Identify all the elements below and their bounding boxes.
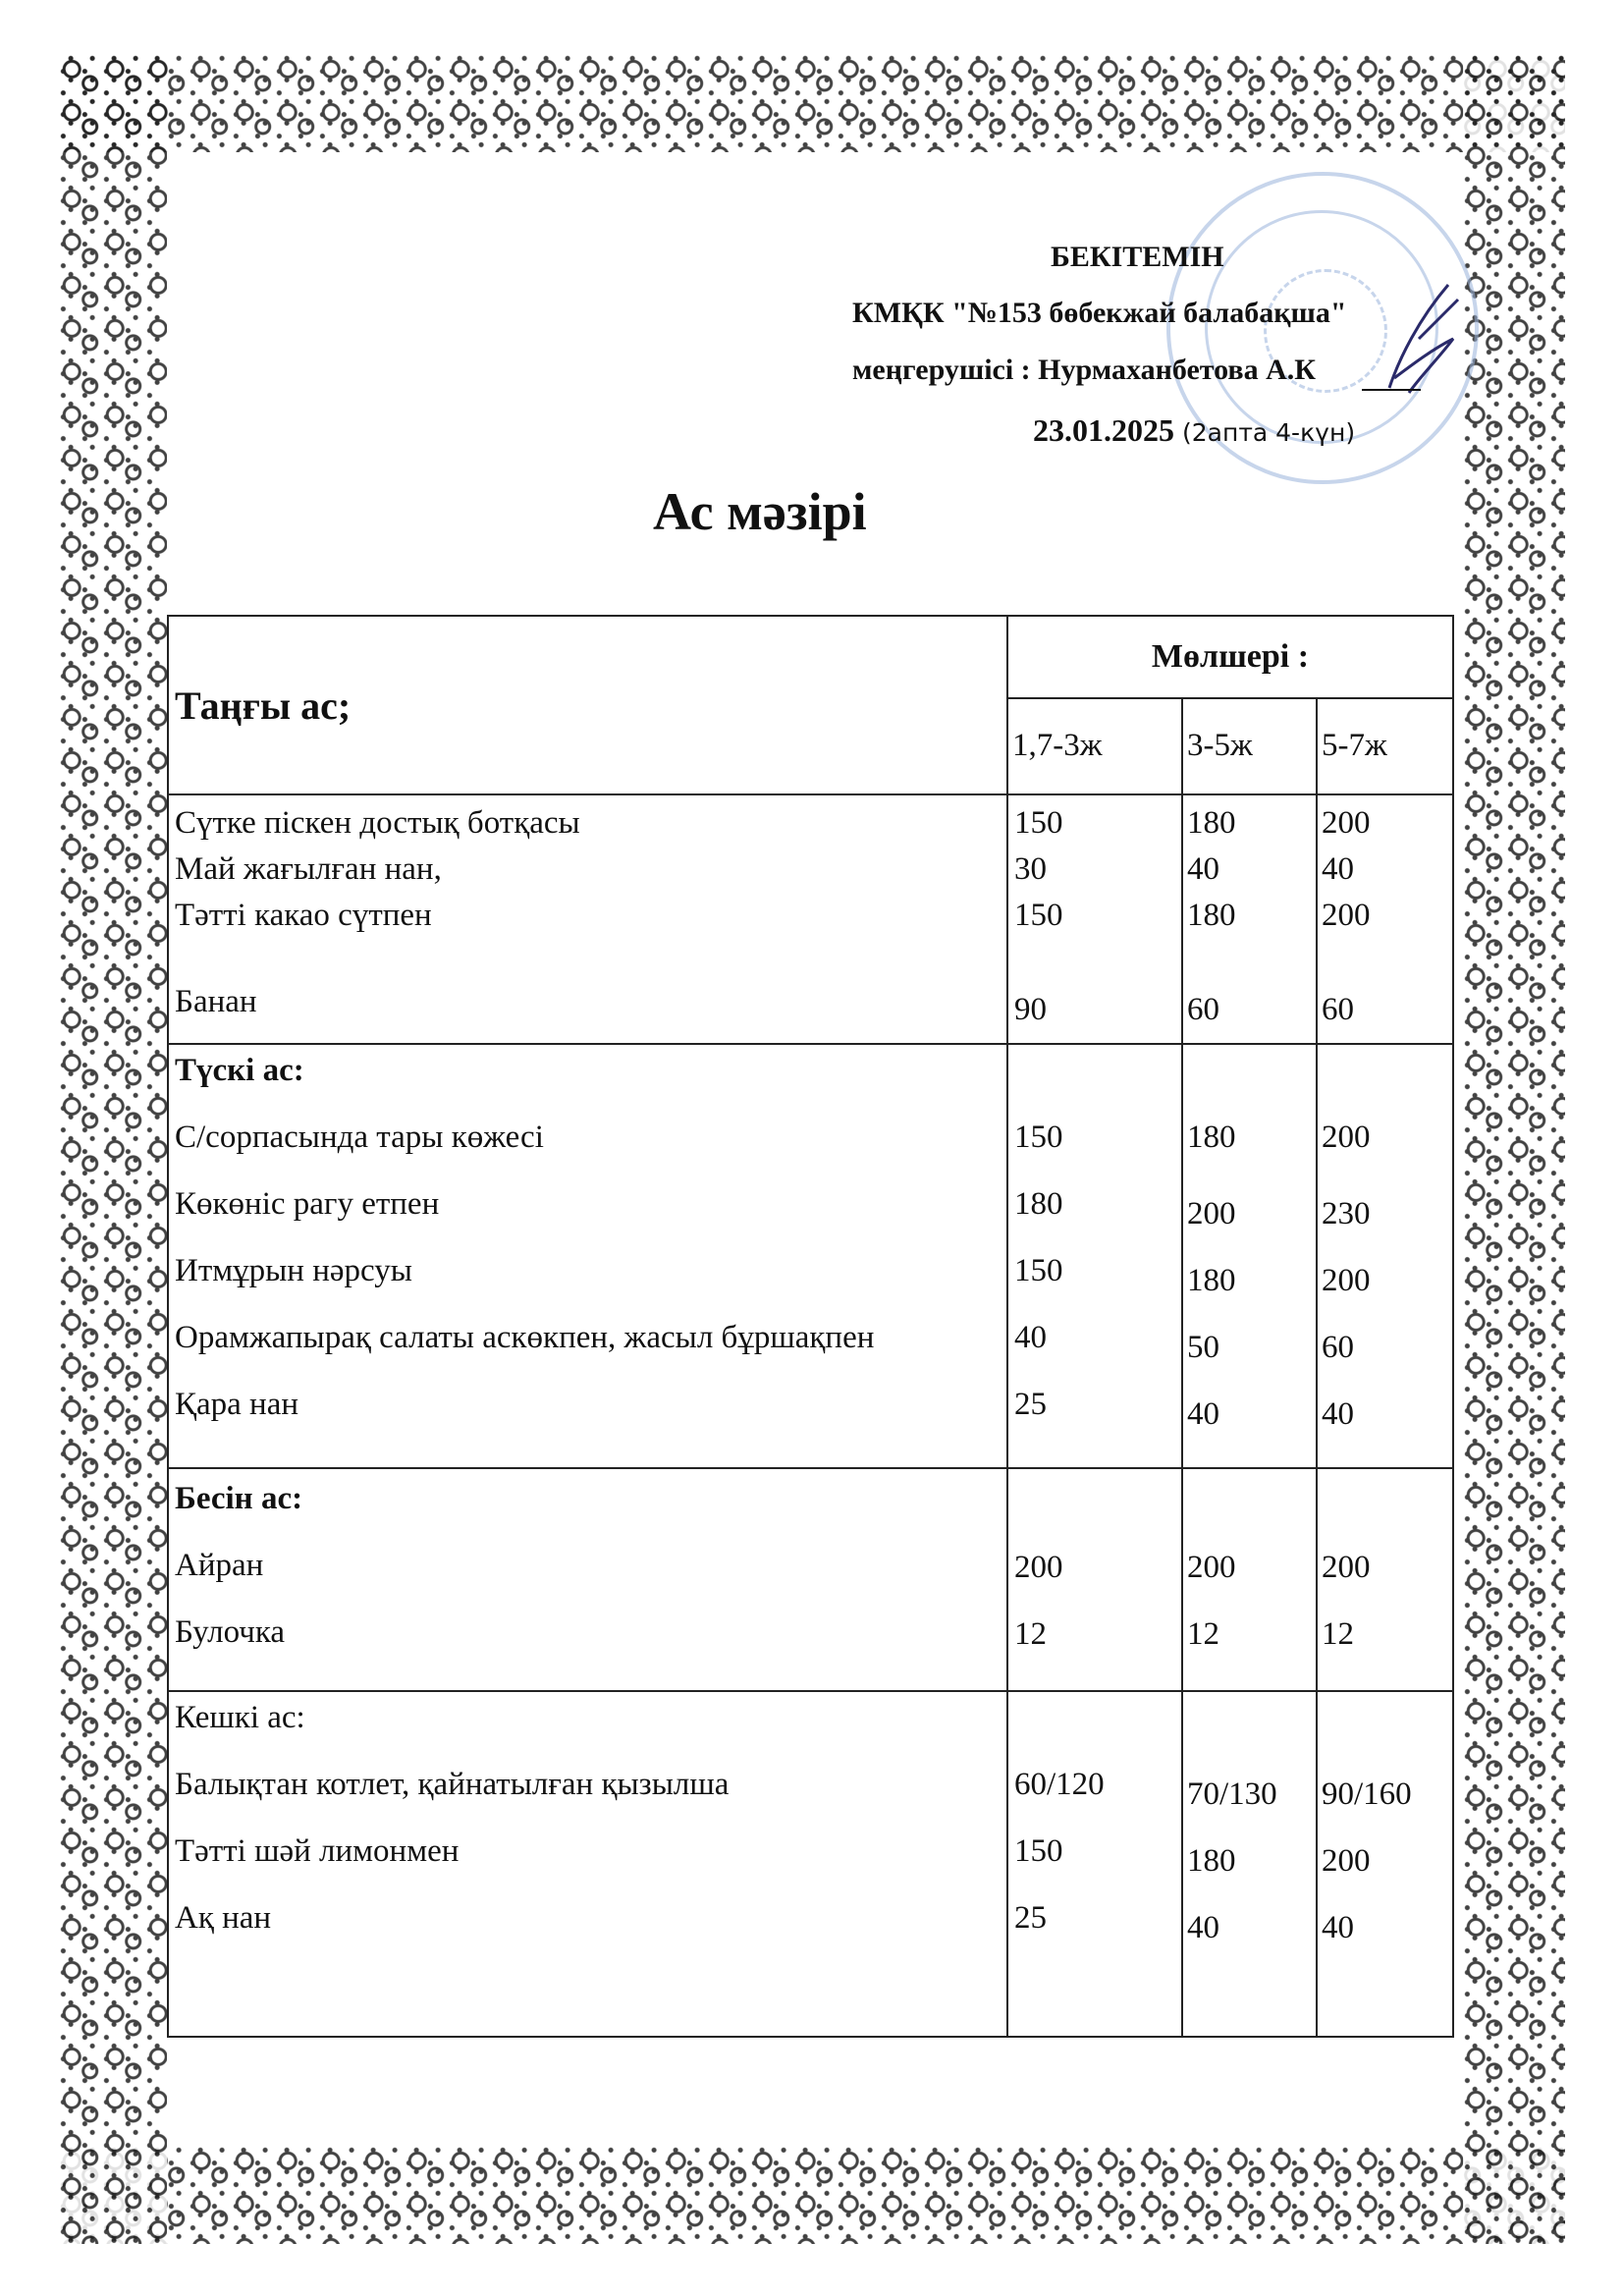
portion-value: 40 — [1014, 1320, 1047, 1355]
approval-organization: КМҚК "№153 бөбекжай балабақша" — [852, 297, 1347, 329]
portion-value: 12 — [1322, 1616, 1354, 1652]
breakfast-section — [168, 794, 1453, 1044]
age-group-header: 3-5ж — [1182, 698, 1317, 794]
portion-value: 200 — [1322, 1843, 1371, 1879]
lunch-section — [168, 1044, 1453, 1468]
section-label: Кешкі ас: — [175, 1700, 305, 1735]
portion-value: 180 — [1187, 1120, 1236, 1155]
portion-value: 200 — [1014, 1550, 1063, 1585]
signature — [1380, 280, 1468, 398]
portion-value: 150 — [1014, 898, 1063, 933]
dish-name: Көкөніс рагу етпен — [175, 1186, 440, 1222]
dinner-section — [168, 1691, 1453, 2037]
portion-value: 200 — [1322, 805, 1371, 841]
dish-name: Сүтке піскен достық ботқасы — [175, 805, 580, 841]
dish-name: Қара нан — [175, 1387, 299, 1422]
ornamental-border-right — [1463, 54, 1565, 2244]
page-title: Ас мәзірі — [653, 482, 867, 541]
portion-value: 150 — [1014, 1253, 1063, 1288]
dish-name: Банан — [175, 984, 257, 1019]
portion-value: 180 — [1187, 1263, 1236, 1298]
portion-value: 200 — [1187, 1550, 1236, 1585]
portion-value: 25 — [1014, 1900, 1047, 1936]
portion-value: 70/130 — [1187, 1777, 1277, 1812]
portion-value: 230 — [1322, 1196, 1371, 1231]
portion-value: 200 — [1322, 898, 1371, 933]
portion-value: 90 — [1014, 992, 1047, 1027]
portion-value: 40 — [1322, 1396, 1354, 1432]
portion-value: 200 — [1322, 1120, 1371, 1155]
portion-value: 40 — [1187, 1910, 1219, 1945]
dish-name: Айран — [175, 1548, 264, 1583]
approval-date: 23.01.2025 — [1033, 412, 1174, 448]
age-group-header: 5-7ж — [1317, 698, 1453, 794]
dish-name: Ақ нан — [175, 1900, 272, 1936]
menu-table — [167, 615, 1454, 2038]
dish-name: Итмұрын нәрсуы — [175, 1253, 412, 1288]
age-group-header: 1,7-3ж — [1007, 698, 1182, 794]
portion-value: 60 — [1187, 992, 1219, 1027]
ornamental-border-bottom — [59, 2146, 1565, 2244]
ornamental-border-top — [59, 54, 1565, 152]
portion-value: 180 — [1014, 1186, 1063, 1222]
signature-line — [1362, 389, 1421, 391]
portion-value: 180 — [1187, 898, 1236, 933]
approval-date-line — [1033, 412, 1355, 449]
dish-name: Балықтан котлет, қайнатылған қызылша — [175, 1767, 730, 1802]
portion-value: 40 — [1187, 851, 1219, 887]
portion-value: 200 — [1187, 1196, 1236, 1231]
portion-value: 25 — [1014, 1387, 1047, 1422]
portion-value: 200 — [1322, 1263, 1371, 1298]
approval-head: меңгерушісі : Нурмаханбетова А.К — [852, 354, 1316, 386]
portion-value: 50 — [1187, 1330, 1219, 1365]
dish-name: Тәтті какао сүтпен — [175, 898, 432, 933]
dish-name: Тәтті шәй лимонмен — [175, 1833, 460, 1869]
portion-value: 200 — [1322, 1550, 1371, 1585]
portion-value: 40 — [1322, 1910, 1354, 1945]
dish-name: Орамжапырақ салаты аскөкпен, жасыл бұршақпен — [175, 1320, 875, 1355]
ornamental-border-left — [59, 54, 167, 2244]
portion-value: 40 — [1322, 851, 1354, 887]
portion-value: 150 — [1014, 1120, 1063, 1155]
dish-name: Май жағылған нан, — [175, 851, 442, 887]
approval-date-note: (2апта 4-күн) — [1182, 418, 1356, 447]
portion-value: 12 — [1187, 1616, 1219, 1652]
portion-value: 60/120 — [1014, 1767, 1105, 1802]
portion-value: 150 — [1014, 805, 1063, 841]
approval-title: БЕКІТЕМІН — [1051, 241, 1224, 273]
portion-value: 60 — [1322, 1330, 1354, 1365]
portion-value: 180 — [1187, 1843, 1236, 1879]
portion-value: 150 — [1014, 1833, 1063, 1869]
section-label: Түскі ас: — [175, 1053, 304, 1088]
meal-header: Таңғы ас; — [168, 616, 1007, 794]
portion-value: 90/160 — [1322, 1777, 1412, 1812]
portion-value: 40 — [1187, 1396, 1219, 1432]
dish-name: Булочка — [175, 1614, 286, 1650]
portion-value: 60 — [1322, 992, 1354, 1027]
portion-value: 30 — [1014, 851, 1047, 887]
portion-value: 12 — [1014, 1616, 1047, 1652]
dish-name: С/сорпасында тары көжесі — [175, 1120, 544, 1155]
portion-value: 180 — [1187, 805, 1236, 841]
snack-section — [168, 1468, 1453, 1691]
section-label: Бесін ас: — [175, 1481, 303, 1516]
amount-header: Мөлшері : — [1007, 616, 1453, 698]
